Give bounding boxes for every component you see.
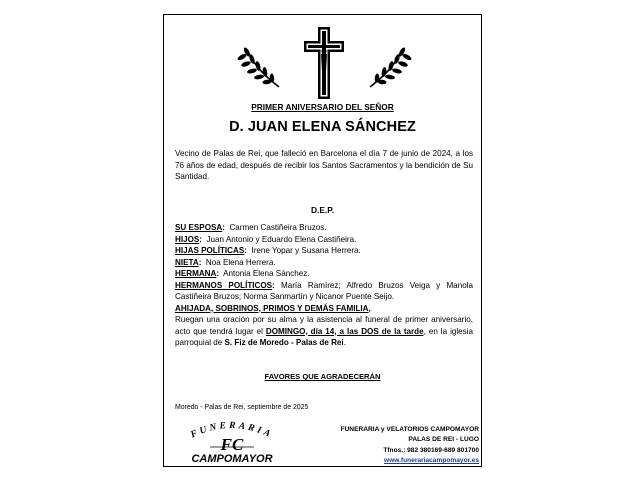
esposa-label: SU ESPOSA [175, 223, 223, 232]
dep-label: D.E.P. [310, 205, 335, 215]
logo-monogram: FC [220, 435, 244, 454]
family-line-hermana: HERMANA: Antonia Elena Sánchez. [175, 269, 310, 278]
contact-block [314, 425, 479, 467]
family-line-ahijada: AHIJADA, SOBRINOS, PRIMOS Y DEMÁS FAMILIA, [175, 303, 371, 313]
iglesia-pre: , en la iglesia parroquial de [175, 326, 474, 347]
family-line-nieta: NIETA: Noa Elena Herrera. [175, 257, 276, 267]
family-line-esposa: SU ESPOSA: Carmen Castiñeira Bruzos. [175, 223, 327, 232]
deceased-name: D. JUAN ELENA SÁNCHEZ [229, 119, 416, 135]
ahijada-label: AHIJADA, SOBRINOS, PRIMOS Y DEMÁS FAMILIA [175, 303, 369, 313]
favores-label: FAVORES QUE AGRADECERÁN [264, 372, 381, 381]
family-line-hermanos: HERMANOS POLÍTICOS: María Ramírez; Alfredo Bruzos Veiga y Manola Castiñeira Bruzos; Norma Sanmartín y Nicanor Puente Seijo. [175, 280, 473, 301]
family-line-hijos: HIJOS: Juan Antonio y Eduardo Elena Castiñeira. [175, 234, 357, 244]
hermana-label: HERMANA [175, 269, 217, 278]
family-section [175, 222, 473, 349]
funeral-paragraph: Ruegan una oración por su alma y la asistencia al funeral de primer aniversario, acto que tendrá lugar el DOMINGO, día 14, a las DOS de la tarde, en la iglesia parroquial de S. Fiz de Moredo - Palas de Rei. [175, 315, 474, 347]
contact-line-1: FUNERARIA y VELATORIOS CAMPOMAYOR [340, 426, 479, 433]
contact-line-2: PALAS DE REI - LUGO [408, 436, 479, 444]
logo-name: CAMPOMAYOR [191, 453, 273, 464]
hijas-value: Irene Yopar y Susana Herrera. [251, 246, 361, 255]
funeraria-logo [170, 414, 320, 464]
contact-phones: Tfnos.: 982 380169-689 801700 [383, 446, 479, 454]
laurel-branch-right-icon [365, 43, 415, 89]
laurel-branch-left-icon [234, 43, 284, 89]
hijos-value: Juan Antonio y Eduardo Elena Castiñeira. [206, 234, 357, 244]
hermanos-label: HERMANOS POLÍTICOS [175, 280, 273, 290]
place-date: Moredo - Palas de Rei, septiembre de 2025 [175, 404, 309, 411]
hermanos-value: María Ramírez; Alfredo Bruzos Veiga y Manola Castiñeira Bruzos; Norma Sanmartín y Nicanor Puente Seijo. [175, 280, 473, 301]
obituary-card [163, 14, 482, 467]
crucifix-icon [304, 27, 344, 99]
nieta-label: NIETA [175, 257, 199, 267]
church-name: S. Fiz de Moredo - Palas de Rei [224, 338, 344, 347]
funeral-date: DOMINGO, día 14, a las DOS de la tarde [265, 326, 424, 336]
hijas-label: HIJAS POLÍTICAS [175, 246, 245, 255]
logo-arc-text: FUNERARIA [189, 420, 275, 441]
ruegan-text: Ruegan una oración por su alma y la asistencia al funeral de primer aniversario, acto que tendrá lugar el [175, 315, 473, 336]
esposa-value: Carmen Castiñeira Bruzos. [229, 223, 327, 232]
intro-paragraph: Vecino de Palas de Rei, que falleció en Barcelona el día 7 de junio de 2024, a los 76 años de edad, después de recibir los Santos Sacramentos y la bendición de Su Santidad. [175, 149, 473, 181]
family-line-hijas: HIJAS POLÍTICAS: Irene Yopar y Susana Herrera. [175, 246, 361, 255]
hermana-value: Antonia Elena Sánchez. [223, 269, 310, 278]
hijos-label: HIJOS [175, 234, 200, 244]
anniversary-heading: PRIMER ANIVERSARIO DEL SEÑOR [251, 102, 394, 112]
nieta-value: Noa Elena Herrera. [205, 257, 276, 267]
website-link[interactable]: www.funerariacampomayor.es [383, 457, 479, 465]
